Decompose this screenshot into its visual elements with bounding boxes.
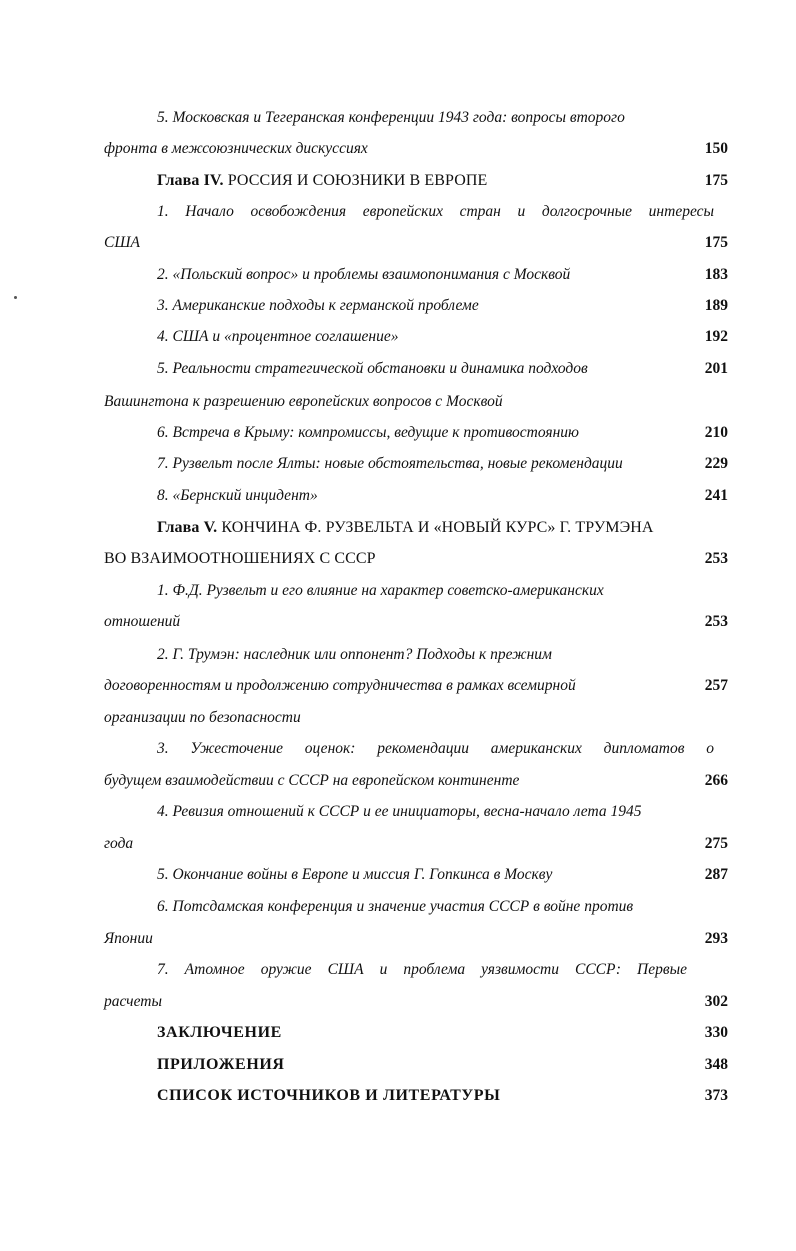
page-number: 330 bbox=[704, 1024, 728, 1041]
chapter-heading bbox=[0, 516, 796, 540]
toc-entry-text: 7. Атомное оружие США и проблема уязвимости СССР: Первые bbox=[157, 961, 687, 978]
toc-entry-line bbox=[0, 294, 796, 318]
toc-entry-line bbox=[0, 832, 796, 856]
toc-entry-line bbox=[0, 484, 796, 508]
page-number: 302 bbox=[704, 993, 728, 1010]
toc-entry-line bbox=[0, 737, 796, 761]
section-heading bbox=[0, 1053, 796, 1077]
toc-entry-line bbox=[0, 421, 796, 445]
toc-entry-text: Японии bbox=[104, 930, 153, 947]
section-title: СПИСОК ИСТОЧНИКОВ И ЛИТЕРАТУРЫ bbox=[157, 1087, 501, 1104]
chapter-heading bbox=[0, 547, 796, 571]
page-number: 241 bbox=[704, 487, 728, 504]
page-number: 275 bbox=[704, 835, 728, 852]
page-number: 266 bbox=[704, 772, 728, 789]
toc-entry-line bbox=[0, 769, 796, 793]
toc-entry-line bbox=[0, 325, 796, 349]
toc-entry-text: года bbox=[104, 835, 134, 852]
toc-entry-text: будущем взаимодействии с СССР на европейском континенте bbox=[104, 772, 520, 789]
page-number: 229 bbox=[704, 455, 728, 472]
chapter-label: Глава V. bbox=[157, 519, 218, 536]
toc-entry-text: 8. «Бернский инцидент» bbox=[157, 487, 318, 504]
page-number: 348 bbox=[704, 1056, 728, 1073]
toc-entry-text: фронта в межсоюзнических дискуссиях bbox=[104, 140, 368, 157]
page-number: 373 bbox=[704, 1087, 728, 1104]
chapter-title: ВО ВЗАИМООТНОШЕНИЯХ С СССР bbox=[104, 550, 376, 567]
toc-entry-text: 6. Встреча в Крыму: компромиссы, ведущие к противостоянию bbox=[157, 424, 579, 441]
toc-entry-text: 3. Ужесточение оценок: рекомендации американских дипломатов о bbox=[157, 740, 714, 757]
toc-entry-line bbox=[0, 895, 796, 919]
toc-entry-line bbox=[0, 579, 796, 603]
toc-entry-line bbox=[0, 357, 796, 381]
chapter-title: КОНЧИНА Ф. РУЗВЕЛЬТА И «НОВЫЙ КУРС» Г. ТРУМЭНА bbox=[221, 519, 654, 536]
toc-entry-text: 4. США и «процентное соглашение» bbox=[157, 328, 399, 345]
toc-entry-line bbox=[0, 137, 796, 161]
toc-entry-text: 4. Ревизия отношений к СССР и ее инициаторы, весна-начало лета 1945 bbox=[157, 803, 642, 820]
page-number: 293 bbox=[704, 930, 728, 947]
toc-entry-text: 2. Г. Трумэн: наследник или оппонент? Подходы к прежним bbox=[157, 646, 552, 663]
page-number: 189 bbox=[704, 297, 728, 314]
toc-entry-text: США bbox=[104, 234, 140, 251]
toc-entry-text: 6. Потсдамская конференция и значение участия СССР в войне против bbox=[157, 898, 634, 915]
toc-entry-text: договоренностям и продолжению сотрудничества в рамках всемирной bbox=[104, 677, 576, 694]
toc-entry-line bbox=[0, 610, 796, 634]
toc-entry-text: 5. Окончание войны в Европе и миссия Г. Гопкинса в Москву bbox=[157, 866, 553, 883]
toc-entry-text: расчеты bbox=[104, 993, 162, 1010]
toc-entry-text: Вашингтона к разрешению европейских вопросов с Москвой bbox=[104, 393, 503, 410]
page-number: 287 bbox=[704, 866, 728, 883]
toc-entry-line bbox=[0, 800, 796, 824]
toc-entry-text: организации по безопасности bbox=[104, 709, 301, 726]
toc-entry-line bbox=[0, 263, 796, 287]
toc-entry-line bbox=[0, 863, 796, 887]
toc-entry-line bbox=[0, 200, 796, 224]
toc-entry-line bbox=[0, 452, 796, 476]
page-number: 175 bbox=[704, 234, 728, 251]
section-heading bbox=[0, 1084, 796, 1108]
toc-entry-text: 5. Реальности стратегической обстановки и динамика подходов bbox=[157, 360, 588, 377]
toc-entry-text: 3. Американские подходы к германской проблеме bbox=[157, 297, 479, 314]
chapter-heading bbox=[0, 169, 796, 193]
chapter-label: Глава IV. bbox=[157, 172, 224, 189]
section-title: ЗАКЛЮЧЕНИЕ bbox=[157, 1024, 282, 1041]
section-title: ПРИЛОЖЕНИЯ bbox=[157, 1056, 285, 1073]
page-number: 192 bbox=[704, 328, 728, 345]
toc-entry-line bbox=[0, 927, 796, 951]
page-number: 257 bbox=[704, 677, 728, 694]
toc-entry-line bbox=[0, 990, 796, 1014]
page-number: 210 bbox=[704, 424, 728, 441]
toc-entry-text: отношений bbox=[104, 613, 181, 630]
toc-entry-line bbox=[0, 958, 796, 982]
toc-entry-text: 1. Ф.Д. Рузвельт и его влияние на характер советско-американских bbox=[157, 582, 604, 599]
toc-entry-text: 2. «Польский вопрос» и проблемы взаимопонимания с Москвой bbox=[157, 266, 571, 283]
toc-entry-line bbox=[0, 706, 796, 730]
page-number: 150 bbox=[704, 140, 728, 157]
chapter-title: РОССИЯ И СОЮЗНИКИ В ЕВРОПЕ bbox=[227, 172, 488, 189]
toc-entry-text: 5. Московская и Тегеранская конференции 1943 года: вопросы второго bbox=[157, 109, 625, 126]
page-number: 175 bbox=[704, 172, 728, 189]
toc-entry-line bbox=[0, 643, 796, 667]
toc-entry-line bbox=[0, 231, 796, 255]
page-number: 253 bbox=[704, 550, 728, 567]
toc-entry-text: 7. Рузвельт после Ялты: новые обстоятельства, новые рекомендации bbox=[157, 455, 623, 472]
page-number: 201 bbox=[704, 360, 728, 377]
toc-entry-line bbox=[0, 106, 796, 130]
toc-entry-text: 1. Начало освобождения европейских стран и долгосрочные интересы bbox=[157, 203, 714, 220]
section-heading bbox=[0, 1021, 796, 1045]
page-number: 183 bbox=[704, 266, 728, 283]
toc-entry-line bbox=[0, 674, 796, 698]
toc-entry-line bbox=[0, 390, 796, 414]
page-number: 253 bbox=[704, 613, 728, 630]
